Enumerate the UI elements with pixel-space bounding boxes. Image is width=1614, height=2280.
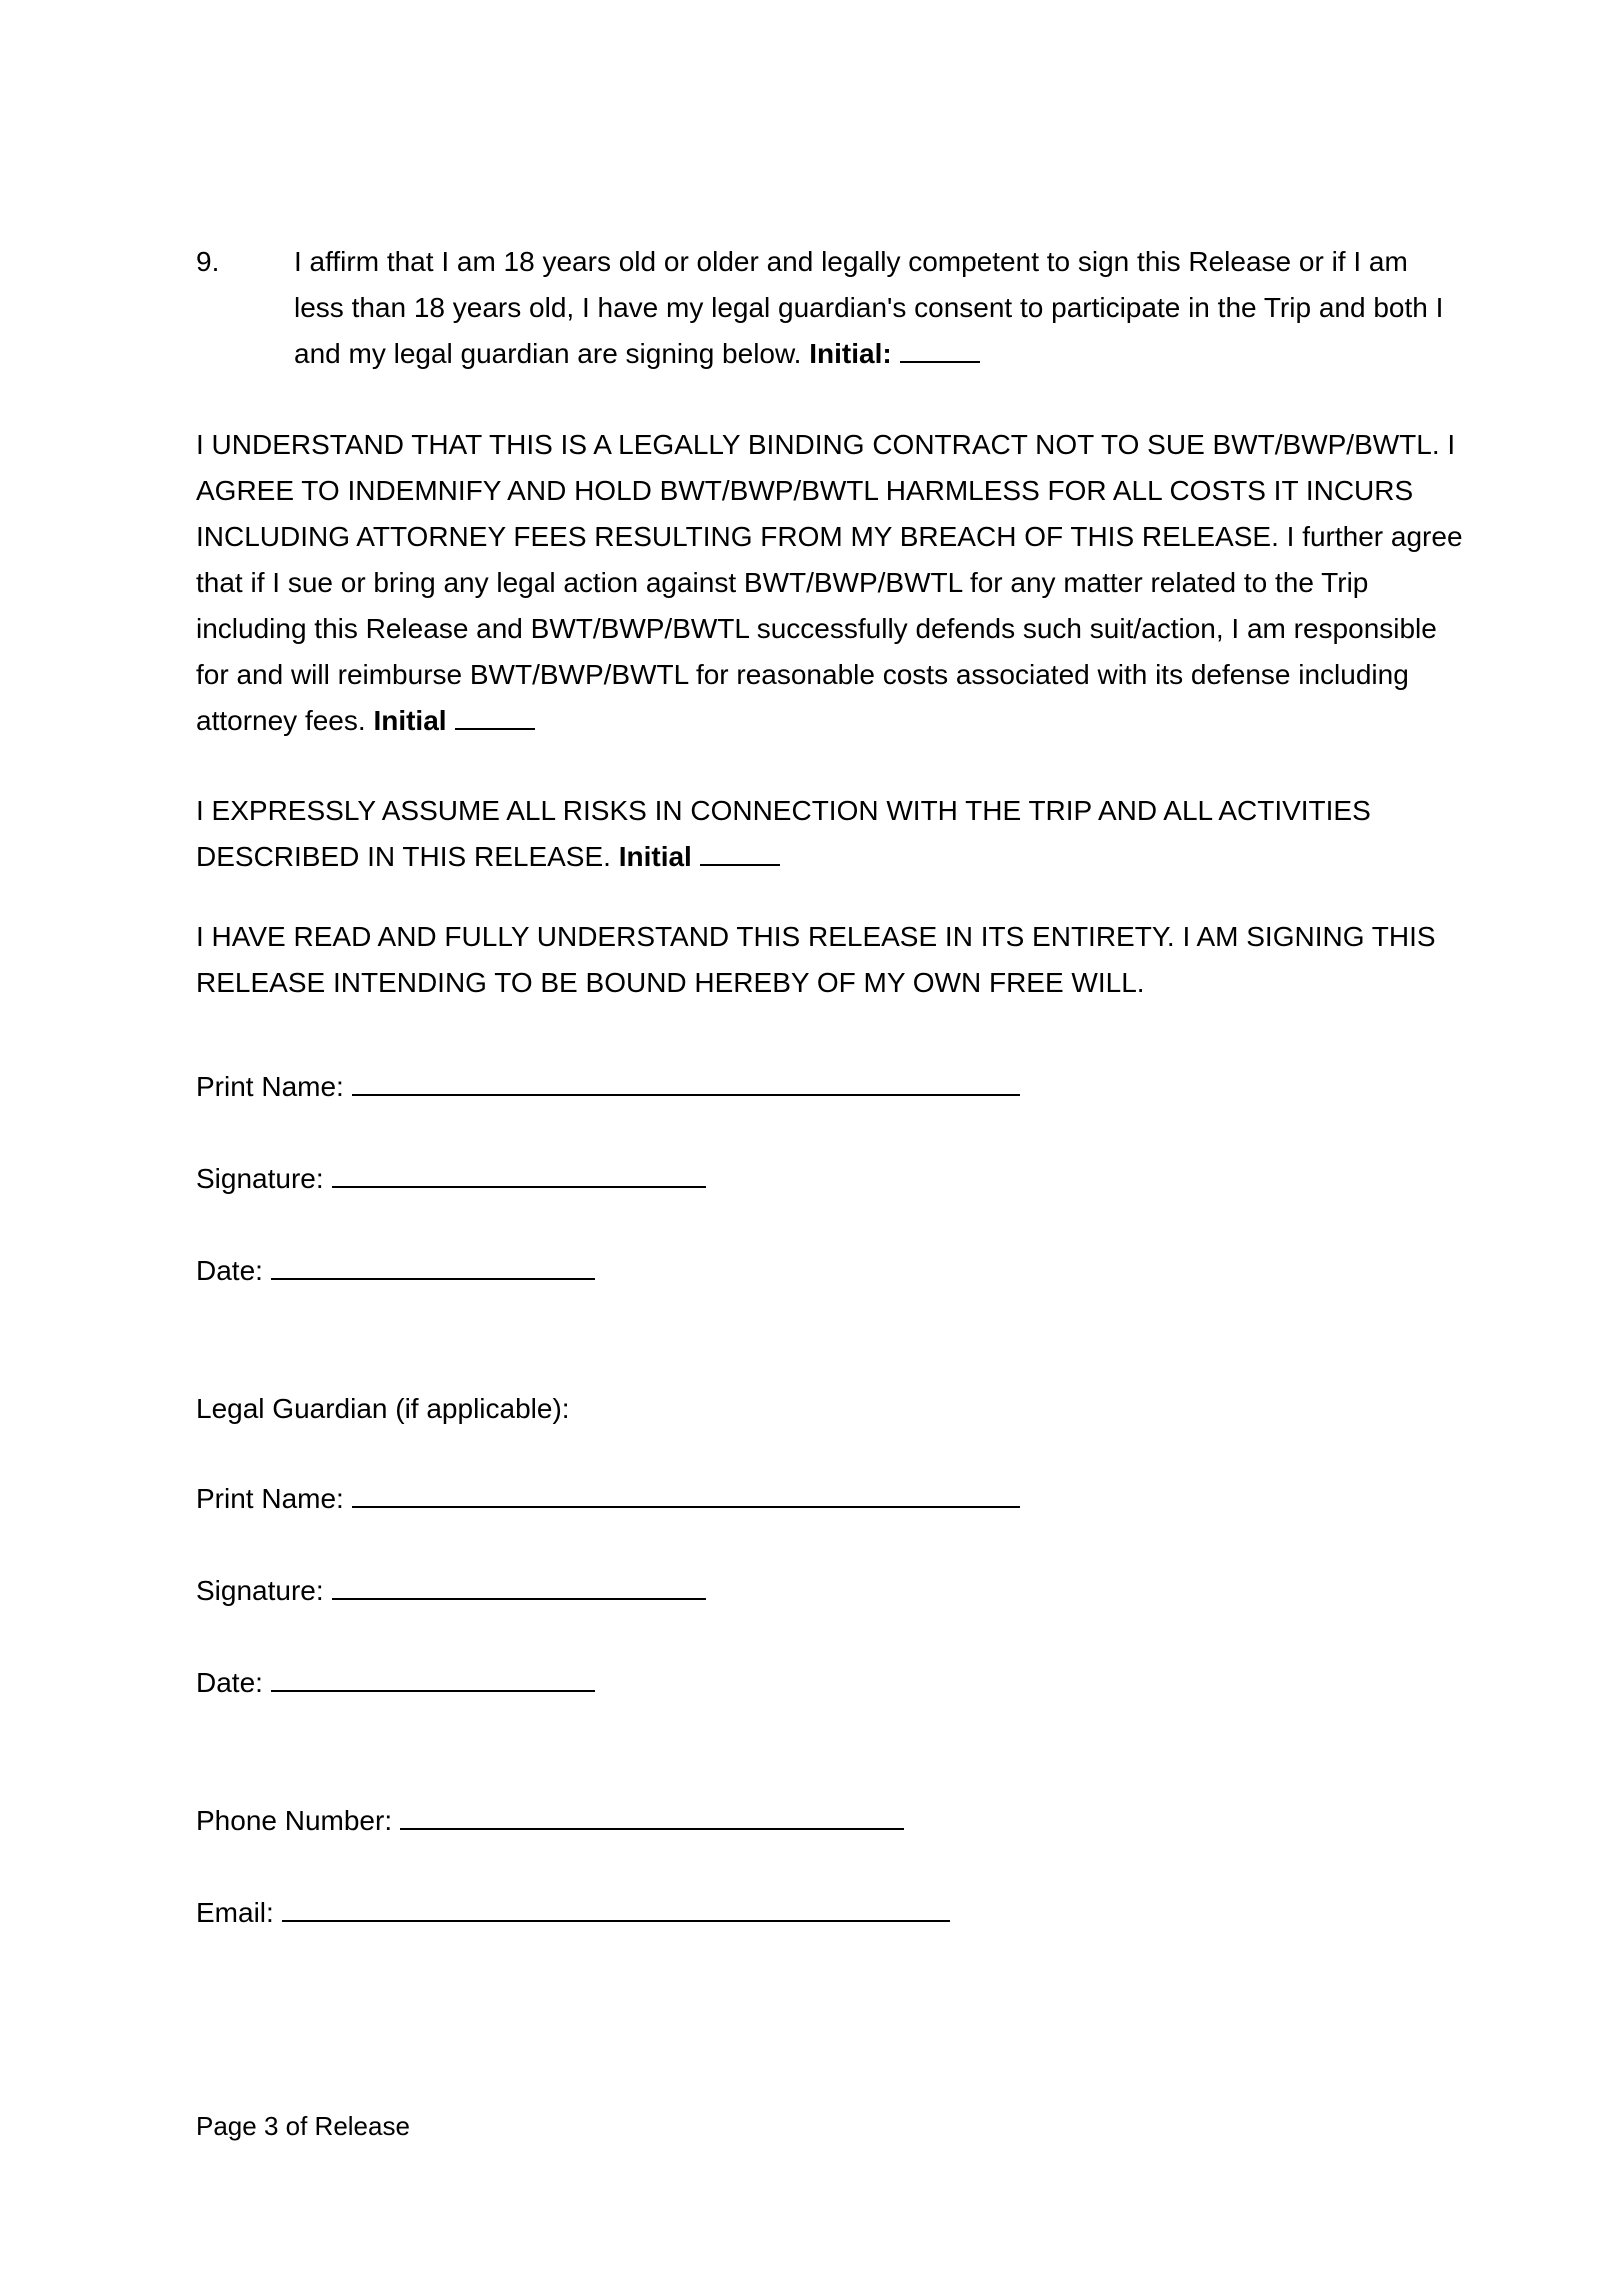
indemnify-text: I UNDERSTAND THAT THIS IS A LEGALLY BINDING CONTRACT NOT TO SUE BWT/BWP/BWTL. I AGREE TO INDEMNIFY AND HOLD BWT/BWP/BWTL HARMLESS FOR ALL COSTS IT INCURS INCLUDING ATTORNEY FEES RESULTING FROM MY BREACH OF THIS RELEASE. I further agree that if I sue or bring any legal action against BWT/BWP/BWTL for any matter related to the Trip including this Release and BWT/BWP/BWTL successfully defends such suit/action, I am responsible for and will reimburse BWT/BWP/BWTL for reasonable costs associated with its defense including attorney fees. — [196, 429, 1463, 736]
signature-field[interactable] — [332, 1156, 706, 1188]
guardian-signature-field[interactable] — [332, 1568, 706, 1600]
read-understand-paragraph — [196, 914, 1476, 1006]
participant-signature — [196, 1156, 706, 1202]
clause-9-body: I affirm that I am 18 years old or older and legally competent to sign this Release or if I am less than 18 years old, I have my legal guardian's consent to participate in the Trip and both I and my legal guardian are signing below. — [294, 246, 1444, 369]
guardian-signature — [196, 1568, 706, 1614]
clause-9-initial-label: Initial: — [809, 338, 892, 369]
print-name-field[interactable] — [352, 1064, 1020, 1096]
guardian-print-name-label: Print Name: — [196, 1483, 344, 1514]
guardian-date — [196, 1660, 595, 1706]
assume-risk-initial-label: Initial — [618, 841, 692, 872]
guardian-heading-text: Legal Guardian (if applicable): — [196, 1393, 570, 1424]
guardian-date-field[interactable] — [271, 1660, 595, 1692]
phone-number — [196, 1798, 904, 1844]
assume-risk-text: I EXPRESSLY ASSUME ALL RISKS IN CONNECTION WITH THE TRIP AND ALL ACTIVITIES DESCRIBED IN THIS RELEASE. — [196, 795, 1371, 872]
guardian-heading — [196, 1386, 570, 1432]
guardian-signature-label: Signature: — [196, 1575, 324, 1606]
read-understand-text: I HAVE READ AND FULLY UNDERSTAND THIS RELEASE IN ITS ENTIRETY. I AM SIGNING THIS RELEASE INTENDING TO BE BOUND HEREBY OF MY OWN FREE WILL. — [196, 921, 1436, 998]
participant-print-name — [196, 1064, 1020, 1110]
phone-number-label: Phone Number: — [196, 1805, 393, 1836]
indemnify-initial-label: Initial — [373, 705, 447, 736]
assume-risk-initial-field[interactable] — [700, 834, 780, 866]
page-footer — [196, 2106, 410, 2146]
clause-9-text — [294, 239, 1464, 377]
indemnify-initial-field[interactable] — [455, 698, 535, 730]
guardian-print-name-field[interactable] — [352, 1476, 1020, 1508]
signature-label: Signature: — [196, 1163, 324, 1194]
page-footer-text: Page 3 of Release — [196, 2111, 410, 2141]
email — [196, 1890, 950, 1936]
date-field[interactable] — [271, 1248, 595, 1280]
email-field[interactable] — [282, 1890, 950, 1922]
clause-number: 9. — [196, 246, 220, 277]
print-name-label: Print Name: — [196, 1071, 344, 1102]
guardian-date-label: Date: — [196, 1667, 263, 1698]
participant-date — [196, 1248, 595, 1294]
guardian-print-name — [196, 1476, 1020, 1522]
clause-9-initial-field[interactable] — [900, 331, 980, 363]
phone-number-field[interactable] — [400, 1798, 904, 1830]
indemnify-paragraph — [196, 422, 1476, 744]
assume-risk-paragraph — [196, 788, 1476, 880]
email-label: Email: — [196, 1897, 274, 1928]
date-label: Date: — [196, 1255, 263, 1286]
